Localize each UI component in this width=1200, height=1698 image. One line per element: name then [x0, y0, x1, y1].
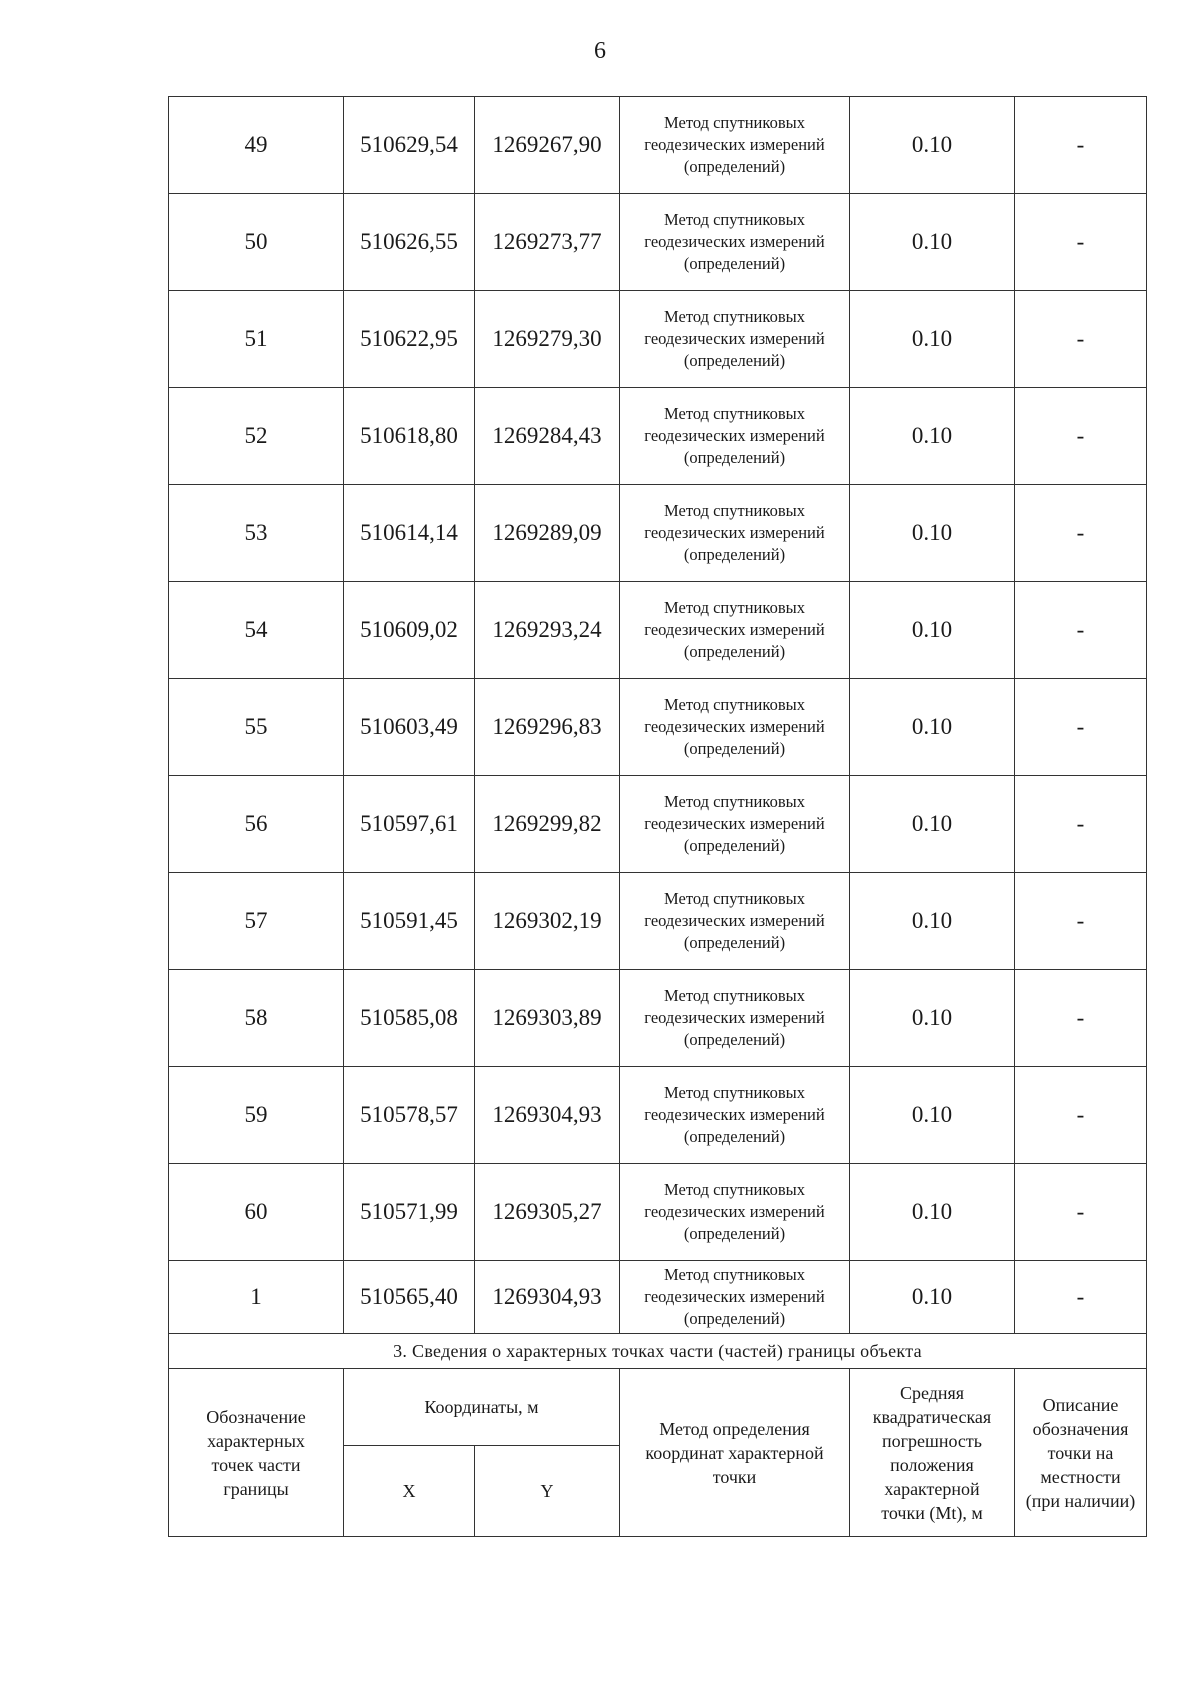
y-coordinate-cell: 1269279,30 — [475, 291, 620, 388]
description-cell: - — [1015, 582, 1147, 679]
y-coordinate-cell: 1269303,89 — [475, 970, 620, 1067]
table-row — [169, 582, 1147, 679]
description-cell: - — [1015, 1261, 1147, 1334]
method-line: Метод спутниковых — [664, 1180, 805, 1199]
method-line: (определений) — [683, 836, 786, 855]
point-cell: 52 — [169, 388, 344, 485]
description-cell: - — [1015, 194, 1147, 291]
table-row — [169, 485, 1147, 582]
x-coordinate-cell: 510614,14 — [344, 485, 475, 582]
section3-title: 3. Сведения о характерных точках части (частей) границы объекта — [169, 1334, 1147, 1369]
header-method: Метод определения координат характерной точки — [620, 1369, 850, 1537]
x-coordinate-cell: 510597,61 — [344, 776, 475, 873]
description-cell: - — [1015, 873, 1147, 970]
table-row — [169, 291, 1147, 388]
coordinates-table — [168, 96, 1147, 1537]
table-body — [169, 97, 1147, 1334]
method-cell — [620, 194, 850, 291]
method-line: геодезических измерений — [644, 135, 825, 154]
method-line: Метод спутниковых — [664, 501, 805, 520]
method-line: Метод спутниковых — [664, 695, 805, 714]
method-cell — [620, 291, 850, 388]
method-line: Метод спутниковых — [664, 986, 805, 1005]
method-line: (определений) — [683, 739, 786, 758]
description-cell: - — [1015, 679, 1147, 776]
mt-cell: 0.10 — [850, 485, 1015, 582]
method-line: (определений) — [683, 1127, 786, 1146]
method-line: геодезических измерений — [644, 620, 825, 639]
method-line: (определений) — [683, 1224, 786, 1243]
mt-cell: 0.10 — [850, 1261, 1015, 1334]
x-coordinate-cell: 510629,54 — [344, 97, 475, 194]
method-line: геодезических измерений — [644, 329, 825, 348]
method-cell — [620, 1261, 850, 1334]
x-coordinate-cell: 510622,95 — [344, 291, 475, 388]
description-cell: - — [1015, 97, 1147, 194]
x-coordinate-cell: 510618,80 — [344, 388, 475, 485]
method-cell — [620, 1067, 850, 1164]
y-coordinate-cell: 1269267,90 — [475, 97, 620, 194]
table-row — [169, 776, 1147, 873]
header-y: Y — [475, 1446, 620, 1537]
mt-cell: 0.10 — [850, 1164, 1015, 1261]
mt-cell: 0.10 — [850, 776, 1015, 873]
description-cell: - — [1015, 485, 1147, 582]
method-line: Метод спутниковых — [664, 210, 805, 229]
description-cell: - — [1015, 1164, 1147, 1261]
method-line: геодезических измерений — [644, 814, 825, 833]
table-row — [169, 1067, 1147, 1164]
method-line: геодезических измерений — [644, 232, 825, 251]
x-coordinate-cell: 510626,55 — [344, 194, 475, 291]
method-line: (определений) — [683, 1030, 786, 1049]
y-coordinate-cell: 1269293,24 — [475, 582, 620, 679]
method-line: геодезических измерений — [644, 1008, 825, 1027]
mt-cell: 0.10 — [850, 873, 1015, 970]
method-line: (определений) — [683, 1309, 786, 1328]
table-row — [169, 970, 1147, 1067]
method-line: (определений) — [683, 351, 786, 370]
description-cell: - — [1015, 388, 1147, 485]
y-coordinate-cell: 1269299,82 — [475, 776, 620, 873]
description-cell: - — [1015, 776, 1147, 873]
method-cell — [620, 388, 850, 485]
x-coordinate-cell: 510565,40 — [344, 1261, 475, 1334]
method-cell — [620, 1164, 850, 1261]
method-cell — [620, 776, 850, 873]
x-coordinate-cell: 510571,99 — [344, 1164, 475, 1261]
method-cell — [620, 97, 850, 194]
y-coordinate-cell: 1269289,09 — [475, 485, 620, 582]
point-cell: 50 — [169, 194, 344, 291]
x-coordinate-cell: 510585,08 — [344, 970, 475, 1067]
method-cell — [620, 485, 850, 582]
method-line: (определений) — [683, 933, 786, 952]
method-line: геодезических измерений — [644, 911, 825, 930]
y-coordinate-cell: 1269273,77 — [475, 194, 620, 291]
y-coordinate-cell: 1269304,93 — [475, 1067, 620, 1164]
method-cell — [620, 970, 850, 1067]
description-cell: - — [1015, 970, 1147, 1067]
method-line: геодезических измерений — [644, 523, 825, 542]
mt-cell: 0.10 — [850, 291, 1015, 388]
method-line: (определений) — [683, 254, 786, 273]
point-cell: 57 — [169, 873, 344, 970]
x-coordinate-cell: 510591,45 — [344, 873, 475, 970]
point-cell: 54 — [169, 582, 344, 679]
table-row — [169, 388, 1147, 485]
method-line: Метод спутниковых — [664, 1265, 805, 1284]
method-cell — [620, 582, 850, 679]
table-row — [169, 97, 1147, 194]
table-row — [169, 679, 1147, 776]
x-coordinate-cell: 510578,57 — [344, 1067, 475, 1164]
table-row — [169, 1164, 1147, 1261]
x-coordinate-cell: 510609,02 — [344, 582, 475, 679]
table-row — [169, 1261, 1147, 1334]
point-cell: 53 — [169, 485, 344, 582]
point-cell: 56 — [169, 776, 344, 873]
table-row — [169, 194, 1147, 291]
y-coordinate-cell: 1269296,83 — [475, 679, 620, 776]
table-row — [169, 873, 1147, 970]
y-coordinate-cell: 1269305,27 — [475, 1164, 620, 1261]
mt-cell: 0.10 — [850, 970, 1015, 1067]
method-line: Метод спутниковых — [664, 1083, 805, 1102]
header-description: Описание обозначения точки на местности (при наличии) — [1015, 1369, 1147, 1537]
method-line: геодезических измерений — [644, 1202, 825, 1221]
point-cell: 49 — [169, 97, 344, 194]
method-cell — [620, 873, 850, 970]
point-cell: 1 — [169, 1261, 344, 1334]
header-x: X — [344, 1446, 475, 1537]
point-cell: 51 — [169, 291, 344, 388]
x-coordinate-cell: 510603,49 — [344, 679, 475, 776]
point-cell: 59 — [169, 1067, 344, 1164]
method-line: геодезических измерений — [644, 426, 825, 445]
page-number: 6 — [594, 38, 606, 64]
section3-block — [169, 1334, 1147, 1537]
method-line: геодезических измерений — [644, 1105, 825, 1124]
mt-cell: 0.10 — [850, 388, 1015, 485]
y-coordinate-cell: 1269304,93 — [475, 1261, 620, 1334]
method-line: (определений) — [683, 157, 786, 176]
point-cell: 55 — [169, 679, 344, 776]
y-coordinate-cell: 1269302,19 — [475, 873, 620, 970]
method-line: (определений) — [683, 642, 786, 661]
method-line: (определений) — [683, 545, 786, 564]
header-coordinates: Координаты, м — [344, 1369, 620, 1446]
method-line: Метод спутниковых — [664, 889, 805, 908]
point-cell: 60 — [169, 1164, 344, 1261]
point-cell: 58 — [169, 970, 344, 1067]
method-line: Метод спутниковых — [664, 792, 805, 811]
description-cell: - — [1015, 1067, 1147, 1164]
method-line: геодезических измерений — [644, 1287, 825, 1306]
method-cell — [620, 679, 850, 776]
method-line: Метод спутниковых — [664, 598, 805, 617]
mt-cell: 0.10 — [850, 1067, 1015, 1164]
method-line: (определений) — [683, 448, 786, 467]
mt-cell: 0.10 — [850, 194, 1015, 291]
method-line: Метод спутниковых — [664, 307, 805, 326]
header-designation: Обозначение характерных точек части границы — [169, 1369, 344, 1537]
header-mt: Средняя квадратическая погрешность положения характерной точки (Mt), м — [850, 1369, 1015, 1537]
method-line: Метод спутниковых — [664, 404, 805, 423]
mt-cell: 0.10 — [850, 582, 1015, 679]
method-line: Метод спутниковых — [664, 113, 805, 132]
mt-cell: 0.10 — [850, 679, 1015, 776]
method-line: геодезических измерений — [644, 717, 825, 736]
y-coordinate-cell: 1269284,43 — [475, 388, 620, 485]
description-cell: - — [1015, 291, 1147, 388]
mt-cell: 0.10 — [850, 97, 1015, 194]
